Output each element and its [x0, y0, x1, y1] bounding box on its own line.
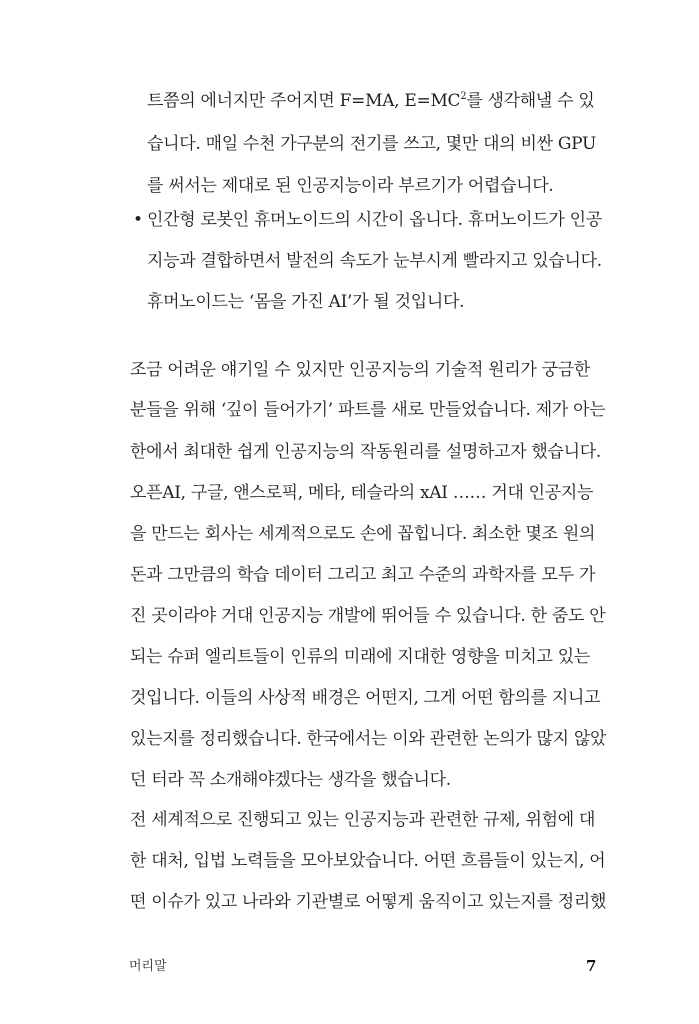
page-number: 7: [586, 957, 597, 975]
paragraph1-line-8: 되는 슈퍼 엘리트들이 인류의 미래에 지대한 영향을 미치고 있는: [130, 647, 591, 667]
paragraph1-line-11: 던 터라 꼭 소개해야겠다는 생각을 했습니다.: [130, 770, 451, 790]
bullet1-line-2: 습니다. 매일 수천 가구분의 전기를 쓰고, 몇만 대의 비싼 GPU: [147, 134, 596, 154]
bullet-marker: •: [133, 210, 144, 230]
paragraph1-line-3: 한에서 최대한 쉽게 인공지능의 작동원리를 설명하고자 했습니다.: [130, 442, 602, 462]
paragraph2-line-2: 한 대처, 입법 노력들을 모아보았습니다. 어떤 흐름들이 있는지, 어: [130, 851, 606, 871]
paragraph1-line-1: 조금 어려운 얘기일 수 있지만 인공지능의 기술적 원리가 궁금한: [130, 360, 591, 380]
bullet2-line-2: 지능과 결합하면서 발전의 속도가 눈부시게 빨라지고 있습니다.: [147, 251, 602, 271]
running-footer-section: 머리말: [129, 959, 167, 974]
bullet1-line-1-text: 트쯤의 에너지만 주어지면 F=MA, E=MC: [147, 91, 461, 111]
paragraph1-line-6: 돈과 그만큼의 학습 데이터 그리고 최고 수준의 과학자를 모두 가: [130, 565, 596, 585]
paragraph1-line-5: 을 만드는 회사는 세계적으로도 손에 꼽힙니다. 최소한 몇조 원의: [130, 524, 596, 544]
paragraph2-line-1: 전 세계적으로 진행되고 있는 인공지능과 관련한 규제, 위험에 대: [130, 810, 596, 830]
bullet1-line-3: 를 써서는 제대로 된 인공지능이라 부르기가 어렵습니다.: [147, 176, 554, 196]
bullet1-line-1: [147, 89, 595, 113]
superscript-2: 2: [460, 91, 467, 102]
bullet1-line-1-tail: 를 생각해낼 수 있: [466, 91, 595, 111]
paragraph1-line-2: 분들을 위해 ‘깊이 들어가기’ 파트를 새로 만들었습니다. 제가 아는: [130, 400, 606, 420]
paragraph1-line-10: 있는지를 정리했습니다. 한국에서는 이와 관련한 논의가 많지 않았: [130, 729, 607, 749]
bullet2-line-1: 인간형 로봇인 휴머노이드의 시간이 옵니다. 휴머노이드가 인공: [147, 210, 602, 230]
paragraph1-line-9: 것입니다. 이들의 사상적 배경은 어떤지, 그게 어떤 함의를 지니고: [130, 688, 601, 708]
paragraph2-line-3: 떤 이슈가 있고 나라와 기관별로 어떻게 움직이고 있는지를 정리했: [130, 892, 607, 912]
paragraph1-line-7: 진 곳이라야 거대 인공지능 개발에 뛰어들 수 있습니다. 한 줌도 안: [130, 606, 606, 626]
bullet2-line-3: 휴머노이드는 ‘몸을 가진 AI’가 될 것입니다.: [147, 292, 465, 312]
paragraph1-line-4: 오픈AI, 구글, 앤스로픽, 메타, 테슬라의 xAI …… 거대 인공지능: [130, 483, 594, 503]
